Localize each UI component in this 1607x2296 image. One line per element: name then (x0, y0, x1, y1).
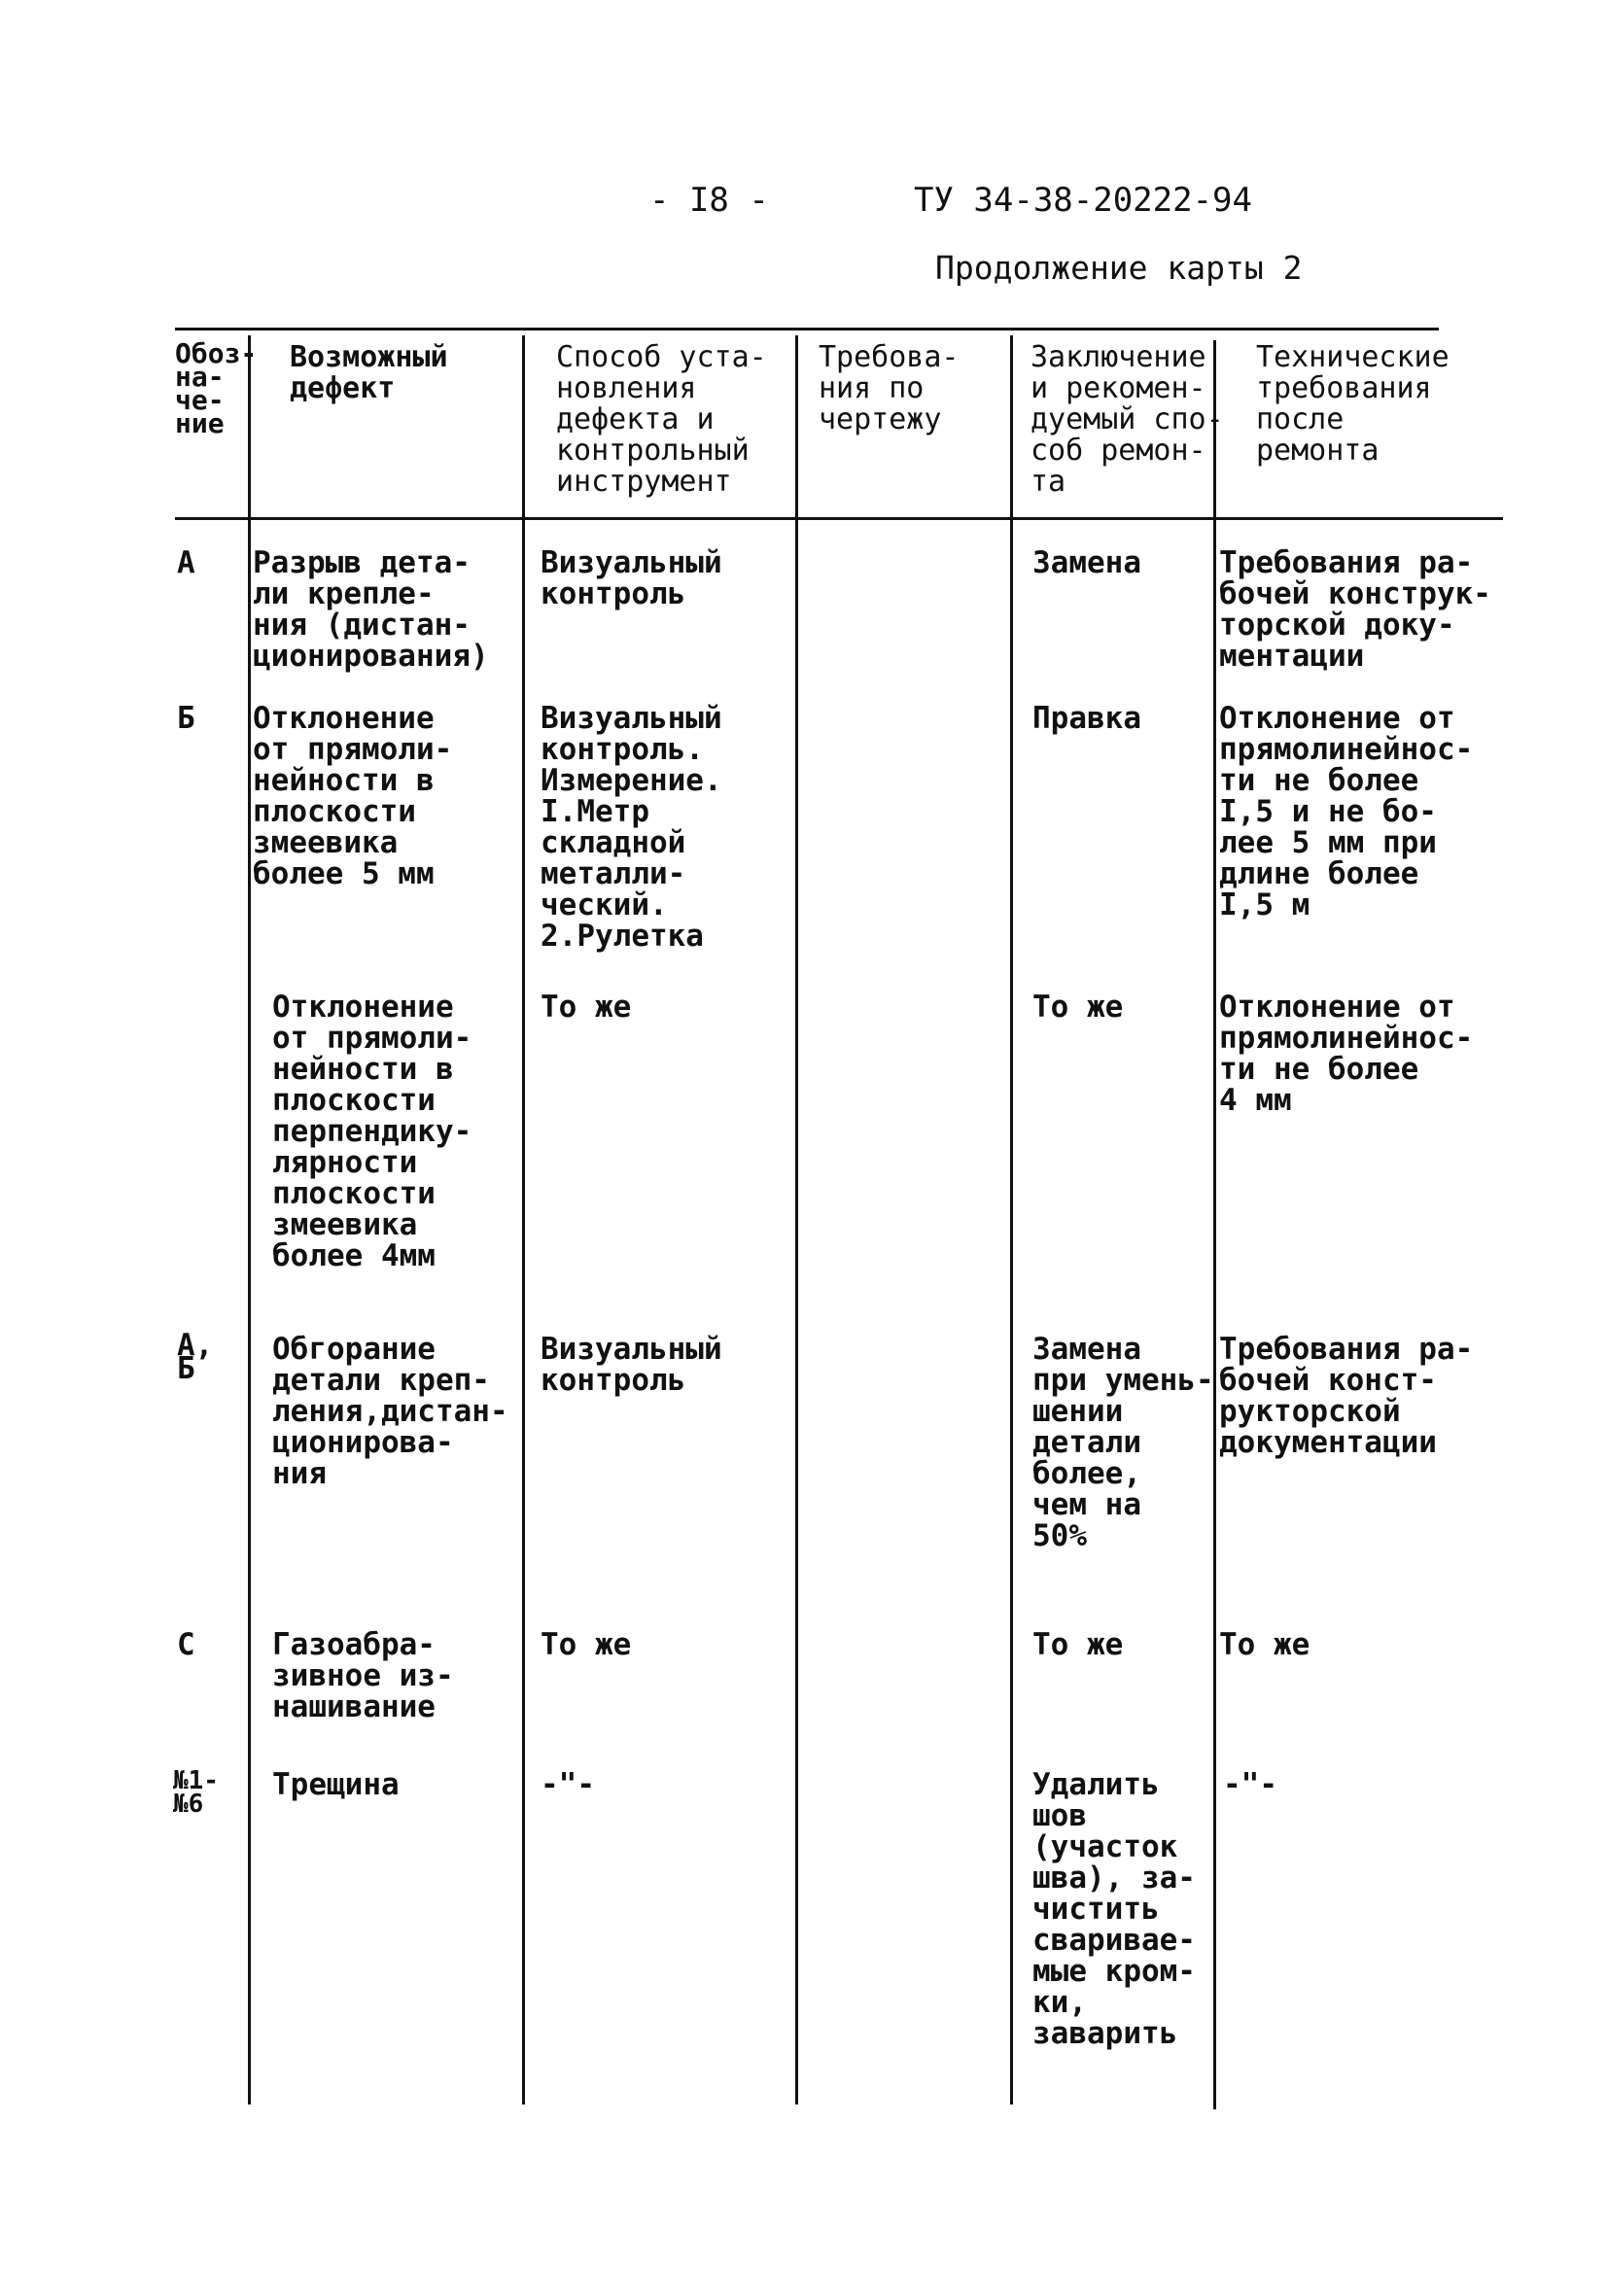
row-4-requirements: Требования ра- бочей конст- рукторской документации (1219, 1332, 1474, 1460)
column-divider-4 (1010, 335, 1013, 2105)
row-4-conclusion: Замена при умень- шении детали более, чем на 50% (1032, 1332, 1214, 1553)
column-divider-2 (522, 335, 525, 2105)
row-2-requirements: Отклонение от прямолинейнос- ти не более I,5 и не бо- лее 5 мм при длине более I,5 м (1219, 701, 1474, 922)
document-code: ТУ 34-38-20222-94 (914, 181, 1252, 220)
row-6-requirements: -"- (1223, 1767, 1277, 1802)
row-5-mark: С (177, 1627, 195, 1662)
header-designation: Обоз- на- че- ние (175, 337, 258, 439)
row-5-method: То же (541, 1627, 632, 1662)
header-requirements: Технические требования после ремонта (1256, 340, 1450, 468)
row-1-conclusion: Замена (1032, 545, 1141, 580)
header-bottom-rule (175, 517, 1503, 520)
row-5-defect: Газоабра- зивное из- нашивание (272, 1627, 454, 1724)
row-2-method: Визуальный контроль. Измерение. I.Метр складной металли- ческий. 2.Рулетка (541, 701, 722, 954)
row-3-requirements: Отклонение от прямолинейнос- ти не более 4 мм (1219, 990, 1474, 1118)
column-divider-5 (1213, 340, 1216, 2109)
header-drawing: Требова- ния по чертежу (819, 340, 960, 436)
row-6-conclusion: Удалить шов (участок шва), за- чистить сваривае- мые кром- ки, заварить (1032, 1767, 1196, 2051)
row-1-mark: А (177, 545, 195, 580)
header-method: Способ уста- новления дефекта и контрольный инструмент (556, 340, 767, 499)
row-5-conclusion: То же (1032, 1627, 1124, 1662)
header-defect: Возможный дефект (290, 340, 448, 405)
row-6-defect: Трещина (272, 1767, 400, 1802)
row-6-mark: №1- №6 (173, 1766, 219, 1819)
row-4-defect: Обгорание детали креп- ления,дистан- ционирова- ния (272, 1332, 508, 1491)
column-divider-1 (248, 335, 251, 2105)
column-divider-3 (795, 335, 798, 2105)
row-1-requirements: Требования ра- бочей конструк- торской доку- ментации (1219, 545, 1491, 674)
row-4-mark: А, Б (177, 1328, 214, 1386)
row-5-requirements: То же (1219, 1627, 1310, 1662)
page-number: - I8 - (649, 181, 769, 220)
row-2-conclusion: Правка (1032, 701, 1141, 736)
table-top-rule (175, 328, 1439, 330)
row-1-defect: Разрыв дета- ли крепле- ния (дистан- ционирования) (253, 545, 489, 674)
row-1-method: Визуальный контроль (541, 545, 722, 611)
row-3-conclusion: То же (1032, 990, 1124, 1025)
header-conclusion: Заключение и рекомен- дуемый спо- соб ремон- та (1031, 340, 1224, 499)
row-3-method: То же (541, 990, 632, 1025)
row-6-method: -"- (541, 1767, 595, 1802)
continuation-title: Продолжение карты 2 (935, 249, 1303, 287)
row-3-defect: Отклонение от прямоли- нейности в плоскости перпендику- лярности плоскости змеевика более 4мм (272, 990, 472, 1273)
row-2-defect: Отклонение от прямоли- нейности в плоскости змеевика более 5 мм (253, 701, 453, 891)
row-2-mark: Б (177, 701, 195, 736)
row-4-method: Визуальный контроль (541, 1332, 722, 1398)
